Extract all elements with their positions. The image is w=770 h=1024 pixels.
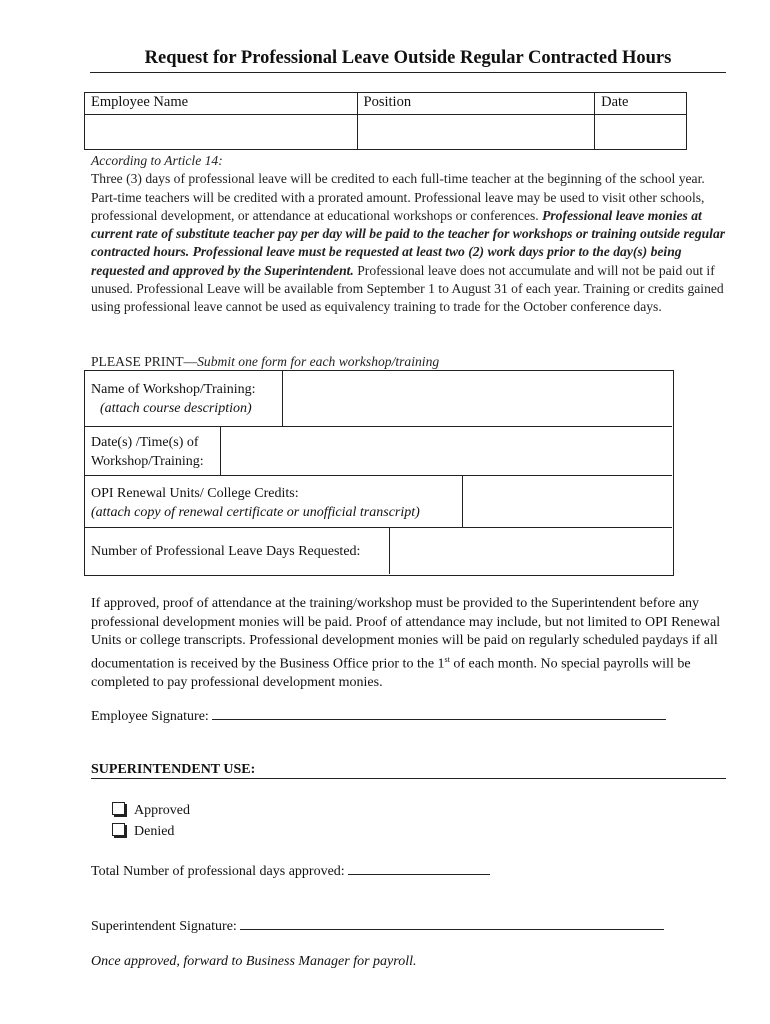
position-header: Position — [357, 93, 595, 115]
opi-credits-field[interactable] — [464, 477, 670, 526]
employee-name-header: Employee Name — [85, 93, 358, 115]
article-14-text — [91, 152, 731, 317]
workshop-name-label: Name of Workshop/Training: (attach course description) — [91, 382, 256, 416]
date-field[interactable] — [595, 115, 687, 150]
article-citation: According to Article 14: — [91, 153, 223, 168]
total-days-label: Total Number of professional days approved: — [91, 864, 345, 879]
article-text-intro: Three (3) days of professional leave will be credited to each full-time teacher at the beginning of the school year. Part-time teachers will be credited with a prorated amount. Professional leave may be used to visit other schools, professional development, or attendance at educational workshops or conferences. — [91, 171, 705, 223]
please-print-label: PLEASE PRINT— — [91, 354, 198, 369]
approved-checkbox[interactable] — [112, 802, 125, 815]
employee-signature-row — [91, 705, 666, 725]
footer-note: Once approved, forward to Business Manager for payroll. — [91, 954, 417, 969]
employee-info-table — [84, 92, 687, 150]
denied-label: Denied — [134, 824, 175, 839]
approved-checkbox-row[interactable] — [112, 802, 190, 819]
superintendent-rule — [91, 778, 726, 779]
employee-signature-label: Employee Signature: — [91, 709, 209, 724]
workshop-name-field[interactable] — [284, 372, 670, 425]
denied-checkbox[interactable] — [112, 823, 125, 836]
denied-checkbox-row[interactable] — [112, 823, 174, 840]
col-divider — [462, 475, 463, 527]
title-rule — [90, 72, 726, 73]
opi-credits-label: OPI Renewal Units/ College Credits: (attach copy of renewal certificate or unofficial transcript) — [91, 486, 420, 520]
date-header: Date — [595, 93, 687, 115]
leave-days-label: Number of Professional Leave Days Requested: — [91, 544, 361, 559]
approved-label: Approved — [134, 803, 190, 818]
employee-name-field[interactable] — [85, 115, 358, 150]
workshop-name-note: (attach course description) — [100, 401, 252, 416]
form-title: Request for Professional Leave Outside Regular Contracted Hours — [144, 48, 672, 68]
superintendent-signature-row — [91, 915, 664, 935]
opi-credits-note: (attach copy of renewal certificate or unofficial transcript) — [91, 505, 420, 520]
superintendent-signature-label: Superintendent Signature: — [91, 919, 237, 934]
row-divider — [84, 475, 672, 476]
total-days-field[interactable] — [348, 860, 490, 875]
approval-paragraph: If approved, proof of attendance at the training/workshop must be provided to the Superintendent before any professional development monies will be paid. Proof of attendance may include, but not limited to OPI Renewal Units or college transcripts. Professional development monies will be paid on regularly scheduled paydays if all documentation is received by the Business Office prior to the 1st of each month. No special payrolls will be completed to pay professional development monies. — [91, 596, 721, 691]
col-divider — [220, 426, 221, 475]
please-print-line — [91, 354, 439, 370]
article-text-bold: Professional leave monies at current rate of substitute teacher pay per day will be paid to the teacher for workshops or training outside regular contracted hours. Professional leave must be requested at least two (2) work days prior to the day(s) being requested and approved by the Superintendent. — [91, 207, 726, 278]
employee-signature-field[interactable] — [212, 705, 666, 720]
workshop-dates-field[interactable] — [222, 428, 670, 474]
position-field[interactable] — [357, 115, 595, 150]
please-print-instruction: Submit one form for each workshop/training — [197, 354, 440, 369]
superintendent-signature-field[interactable] — [240, 915, 664, 930]
col-divider — [282, 370, 283, 426]
row-divider — [84, 426, 672, 427]
col-divider — [389, 527, 390, 574]
article-text-rest: Professional leave does not accumulate and will not be paid out if unused. Professional Leave will be available from September 1 to August 31 of each year. Training or credits gained using professional leave cannot be used as equivalency training to trade for the October conference days. — [91, 262, 724, 315]
total-days-row — [91, 860, 490, 880]
workshop-dates-label: Date(s) /Time(s) of Workshop/Training: — [91, 435, 204, 469]
row-divider — [84, 527, 672, 528]
superintendent-use-heading: SUPERINTENDENT USE: — [91, 762, 256, 777]
leave-days-field[interactable] — [391, 529, 670, 573]
